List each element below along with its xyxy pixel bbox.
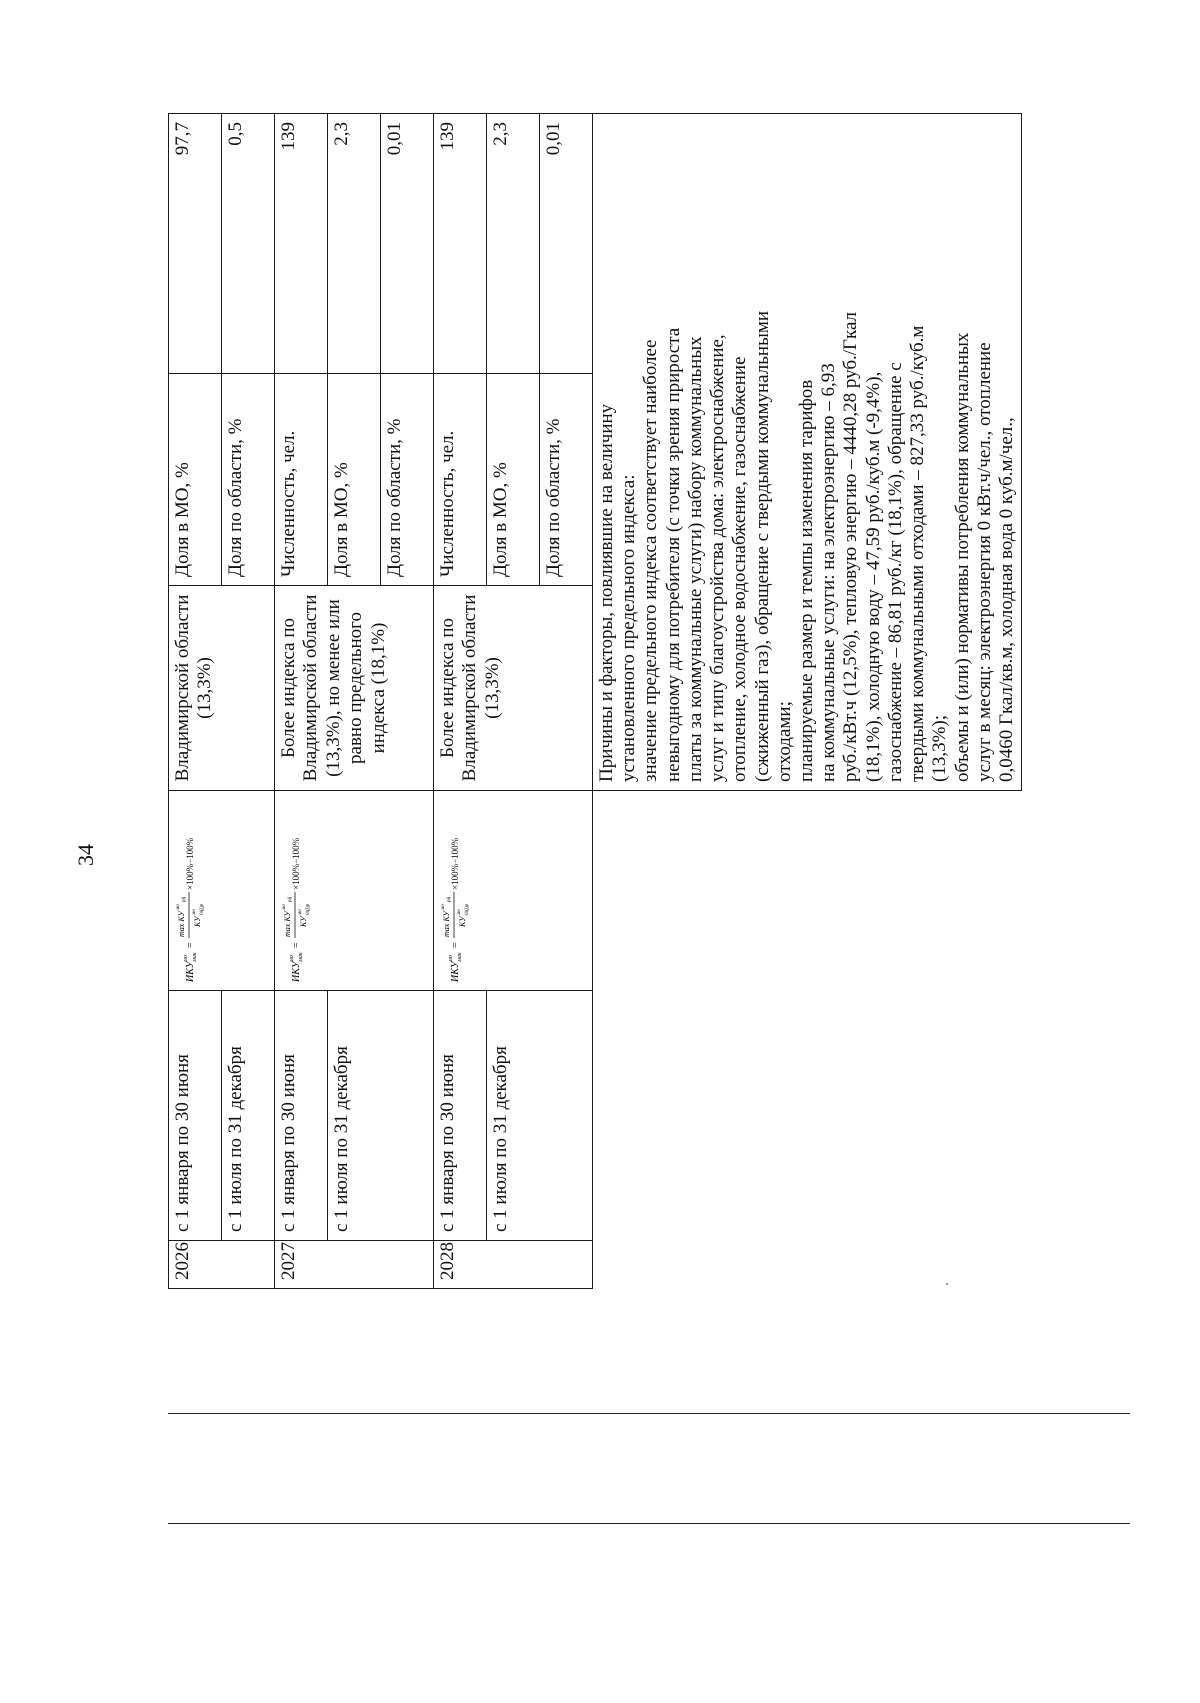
- divider-line: [168, 1523, 1130, 1524]
- note-line: 0,0460 Гкал/кв.м, холодная вода 0 куб.м/чел.,: [995, 417, 1017, 782]
- note-line: объемы и (или) нормативы потребления коммунальных: [951, 332, 973, 782]
- criterion-cell: Владимирской области (13,3%): [169, 586, 275, 791]
- divider-line: [168, 1413, 1130, 1414]
- formula-lhs-sup: мо: [183, 955, 189, 962]
- indicator-cell: Доля по области, %: [381, 374, 434, 586]
- formula-equals: =: [185, 942, 196, 948]
- note-line: платы за коммунальные услуги) набору коммунальных: [684, 336, 706, 782]
- formula-equals: =: [450, 942, 461, 948]
- year-cell: 2028: [434, 1241, 593, 1289]
- formula-denominator: КУ: [458, 916, 467, 927]
- value-cell: 0,01: [540, 114, 593, 374]
- note-line: планируемые размер и темпы изменения тарифов: [795, 379, 817, 782]
- formula-den-sub: 0i(j)p: [200, 903, 205, 915]
- note-line: руб./кВт.ч (12,5%), тепловую энергию – 4440,28 руб./Гкал: [840, 311, 862, 782]
- note-line: услуг и типу благоустройства дома: электроснабжение,: [707, 334, 729, 782]
- empty-cell: [593, 791, 1022, 1289]
- formula-tail: ×100%−100%: [450, 837, 460, 890]
- value-cell: 0,01: [381, 114, 434, 374]
- note-line: отходами;: [773, 701, 795, 782]
- period-cell: с 1 июля по 31 декабря: [487, 991, 593, 1241]
- formula-denominator: КУ: [299, 916, 308, 927]
- table-row: [434, 114, 487, 1289]
- period-cell: с 1 января по 30 июня: [169, 991, 222, 1241]
- tariff-index-table: [168, 113, 1022, 1289]
- formula-num-sup: мо: [176, 904, 181, 910]
- note-line: газоснабжение – 86,81 руб./кг (18,1%), обращение с: [884, 362, 906, 782]
- formula-den-sub: 0i(j)p: [306, 903, 311, 915]
- note-line: невыгодному для потребителя (с точки зрения прироста: [662, 327, 684, 782]
- formula-lhs: ИКУ: [450, 961, 461, 982]
- indicator-cell: Доля по области, %: [540, 374, 593, 586]
- value-cell: 2,3: [487, 114, 540, 374]
- index-formula: [437, 787, 471, 982]
- criterion-cell: Более индекса по Владимирской области (13,3%), но менее или равно предельного индекса (18,1%): [275, 586, 434, 791]
- formula-tail: ×100%−100%: [185, 837, 195, 890]
- formula-numerator: max КУ: [177, 911, 186, 937]
- formula-tail: ×100%−100%: [291, 837, 301, 890]
- formula-numerator: max КУ: [442, 911, 451, 937]
- notes-cell: [593, 114, 1022, 791]
- formula-cell: [169, 791, 275, 991]
- value-cell: 0,5: [222, 114, 275, 374]
- table-row: [593, 114, 1022, 1289]
- year-cell: 2026: [169, 1241, 275, 1289]
- note-line: на коммунальные услуги: на электроэнергию – 6,93: [818, 363, 840, 782]
- formula-lhs-sub: мак: [192, 952, 198, 962]
- table-row: [169, 114, 222, 1289]
- formula-lhs-sup: мо: [448, 955, 454, 962]
- value-cell: 2,3: [328, 114, 381, 374]
- formula-den-sub: 0i(j)p: [465, 903, 470, 915]
- formula-denominator: КУ: [193, 916, 202, 927]
- note-line: значение предельного индекса соответствует наиболее: [640, 339, 662, 782]
- formula-lhs-sub: мак: [457, 952, 463, 962]
- period-cell: с 1 июля по 31 декабря: [328, 991, 434, 1241]
- formula-numerator: max КУ: [283, 911, 292, 937]
- value-cell: 139: [434, 114, 487, 374]
- formula-num-sup: мо: [441, 904, 446, 910]
- criterion-cell: Более индекса по Владимирской области (13,3%): [434, 586, 593, 791]
- formula-equals: =: [291, 942, 302, 948]
- period-cell: с 1 января по 30 июня: [434, 991, 487, 1241]
- formula-lhs: ИКУ: [291, 961, 302, 982]
- note-line: отопление, холодное водоснабжение, газоснабжение: [729, 356, 751, 782]
- rotated-table-wrapper: [168, 114, 1118, 1289]
- indicator-cell: Доля в МО, %: [487, 374, 540, 586]
- note-line: (13,3%);: [929, 714, 951, 782]
- note-line: услуг в месяц: электроэнергия 0 кВт.ч/чел., отопление: [973, 342, 995, 782]
- formula-den-sup: мо: [298, 909, 303, 915]
- formula-num-sup: мо: [282, 904, 287, 910]
- note-line: Причины и факторы, повлиявшие на величину: [596, 403, 617, 782]
- period-cell: с 1 января по 30 июня: [275, 991, 328, 1241]
- formula-cell: [434, 791, 593, 991]
- formula-lhs: ИКУ: [185, 961, 196, 982]
- indicator-cell: Численность, чел.: [434, 374, 487, 586]
- note-line: (18,1%), холодную воду – 47,59 руб./куб.м (-9,4%),: [862, 371, 884, 782]
- formula-num-sub: рij: [288, 896, 293, 902]
- indicator-cell: Доля в МО, %: [328, 374, 381, 586]
- indicator-cell: Доля по области, %: [222, 374, 275, 586]
- indicator-cell: Доля в МО, %: [169, 374, 222, 586]
- notes-text: [596, 122, 1018, 782]
- index-formula: [172, 787, 206, 982]
- table-row: [275, 114, 328, 1289]
- index-formula: [278, 787, 312, 982]
- value-cell: 97,7: [169, 114, 222, 374]
- indicator-cell: Численность, чел.: [275, 374, 328, 586]
- scan-speck: [946, 1283, 948, 1285]
- formula-lhs-sub: мак: [298, 952, 304, 962]
- note-line: (сжиженный газ), обращение с твердыми коммунальными: [751, 310, 773, 782]
- value-cell: 139: [275, 114, 328, 374]
- period-cell: с 1 июля по 31 декабря: [222, 991, 275, 1241]
- formula-lhs-sup: мо: [289, 955, 295, 962]
- formula-num-sub: рij: [447, 896, 452, 902]
- year-cell: 2027: [275, 1241, 434, 1289]
- note-line: твердыми коммунальными отходами – 827,33 руб./куб.м: [907, 325, 929, 782]
- note-line: установленного предельного индекса:: [618, 474, 640, 782]
- formula-den-sup: мо: [457, 909, 462, 915]
- formula-cell: [275, 791, 434, 991]
- page-number: 34: [73, 844, 98, 866]
- formula-num-sub: рij: [182, 896, 187, 902]
- formula-den-sup: мо: [192, 909, 197, 915]
